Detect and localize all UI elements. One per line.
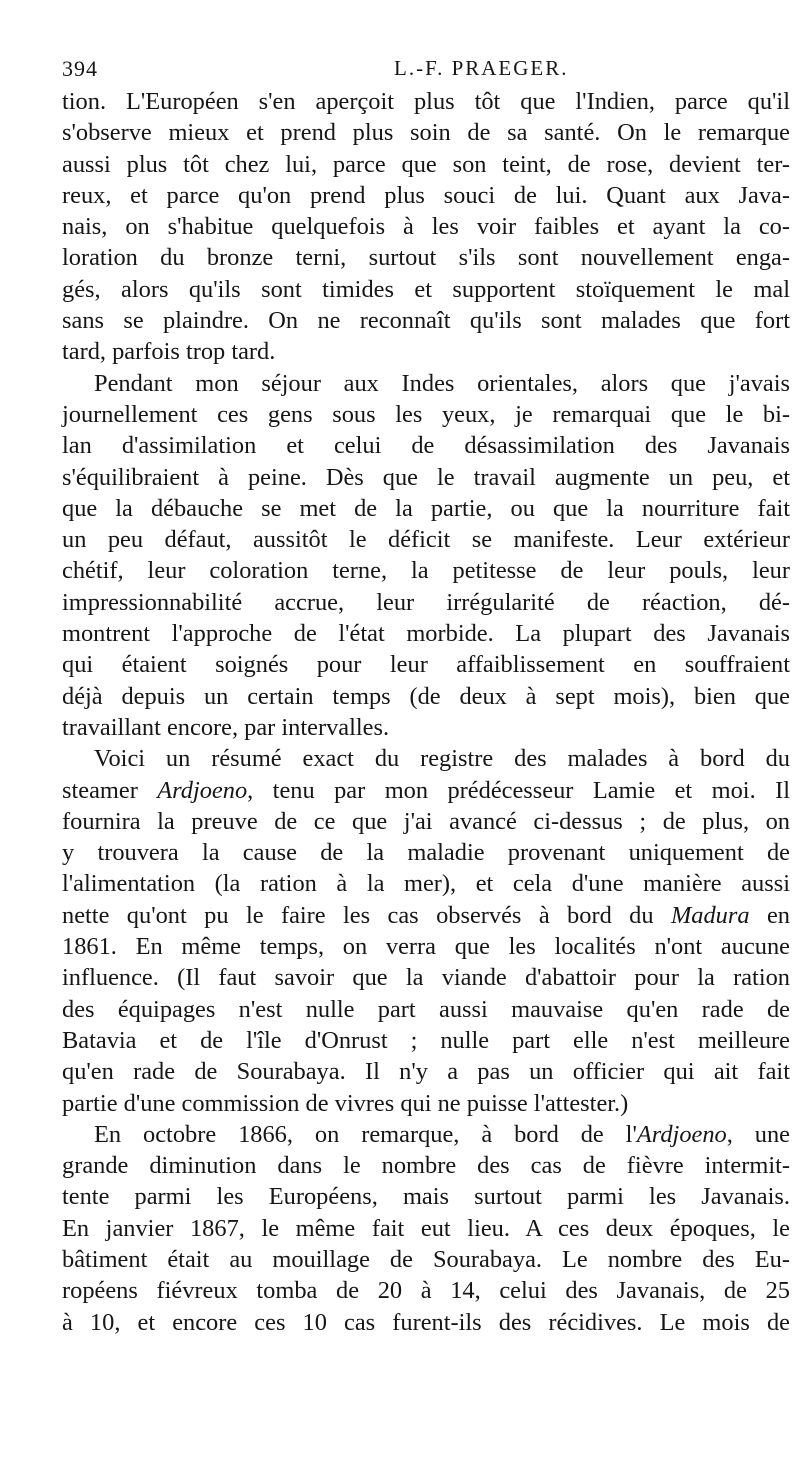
text-line: déjà depuis un certain temps (de deux à sept mois), bien que xyxy=(62,682,790,710)
text-line: chétif, leur coloration terne, la petitesse de leur pouls, leur xyxy=(62,557,790,585)
text-line: fournira la preuve de ce que j'ai avancé ci-dessus ; de plus, on xyxy=(62,807,790,835)
text-line: Batavia et de l'île d'Onrust ; nulle part elle n'est meilleure xyxy=(62,1026,790,1054)
text-line: un peu défaut, aussitôt le déficit se manifeste. Leur extérieur xyxy=(62,526,790,554)
text-line: influence. (Il faut savoir que la viande d'abattoir pour la ration xyxy=(62,964,790,992)
text-line: 1861. En même temps, on verra que les localités n'ont aucune xyxy=(62,933,790,961)
text-line: nais, on s'habitue quelquefois à les voir faibles et ayant la co- xyxy=(62,213,790,241)
text-line: reux, et parce qu'on prend plus souci de lui. Quant aux Java- xyxy=(62,181,790,209)
text-line: journellement ces gens sous les yeux, je remarquai que le bi- xyxy=(62,400,790,428)
text-line: sans se plaindre. On ne reconnaît qu'ils sont malades que fort xyxy=(62,307,790,335)
text-line: Voici un résumé exact du registre des malades à bord du xyxy=(94,745,790,773)
text-line: que la débauche se met de la partie, ou que la nourriture fait xyxy=(62,494,790,522)
text-line: partie d'une commission de vivres qui ne puisse l'attester.) xyxy=(62,1089,629,1117)
text-line: impressionnabilité accrue, leur irrégularité de réaction, dé- xyxy=(62,588,790,616)
body-text xyxy=(62,86,790,1338)
text-line: des équipages n'est nulle part aussi mauvaise qu'en rade de xyxy=(62,995,790,1023)
text-line: travaillant encore, par intervalles. xyxy=(62,713,390,741)
text-line: aussi plus tôt chez lui, parce que son teint, de rose, devient ter- xyxy=(62,150,790,178)
text-line: En octobre 1866, on remarque, à bord de l'Ardjoeno, une xyxy=(94,1120,790,1148)
text-line: tente parmi les Européens, mais surtout parmi les Javanais. xyxy=(62,1183,790,1211)
text-line: s'observe mieux et prend plus soin de sa santé. On le remarque xyxy=(62,119,790,147)
text-line: lan d'assimilation et celui de désassimilation des Javanais xyxy=(62,432,790,460)
text-line: qu'en rade de Sourabaya. Il n'y a pas un officier qui ait fait xyxy=(62,1058,790,1086)
running-head: L.-F. PRAEGER. xyxy=(394,56,569,80)
text-line: bâtiment était au mouillage de Sourabaya. Le nombre des Eu- xyxy=(62,1245,790,1273)
text-line: y trouvera la cause de la maladie provenant uniquement de xyxy=(62,839,790,867)
text-line: En janvier 1867, le même fait eut lieu. A ces deux époques, le xyxy=(62,1214,790,1242)
text-line: ropéens fiévreux tomba de 20 à 14, celui des Javanais, de 25 xyxy=(62,1277,790,1305)
text-line: qui étaient soignés pour leur affaiblissement en souffraient xyxy=(62,651,790,679)
text-line: grande diminution dans le nombre des cas de fièvre intermit- xyxy=(62,1152,790,1180)
text-line: à 10, et encore ces 10 cas furent-ils des récidives. Le mois de xyxy=(62,1308,790,1336)
text-line: tard, parfois trop tard. xyxy=(62,338,276,366)
page-header xyxy=(62,56,792,86)
text-line: tion. L'Européen s'en aperçoit plus tôt que l'Indien, parce qu'il xyxy=(62,88,790,115)
text-line: nette qu'ont pu le faire les cas observés à bord du Madura en xyxy=(62,901,790,929)
text-line: l'alimentation (la ration à la mer), et cela d'une manière aussi xyxy=(62,870,790,898)
text-line: steamer Ardjoeno, tenu par mon prédécesseur Lamie et moi. Il xyxy=(62,776,790,804)
text-line: Pendant mon séjour aux Indes orientales, alors que j'avais xyxy=(94,369,790,397)
text-line: montrent l'approche de l'état morbide. La plupart des Javanais xyxy=(62,620,790,648)
text-line: gés, alors qu'ils sont timides et supportent stoïquement le mal xyxy=(62,275,790,303)
text-line: s'équilibraient à peine. Dès que le travail augmente un peu, et xyxy=(62,463,790,491)
page-number: 394 xyxy=(62,56,98,81)
text-line: loration du bronze terni, surtout s'ils sont nouvellement enga- xyxy=(62,244,790,272)
